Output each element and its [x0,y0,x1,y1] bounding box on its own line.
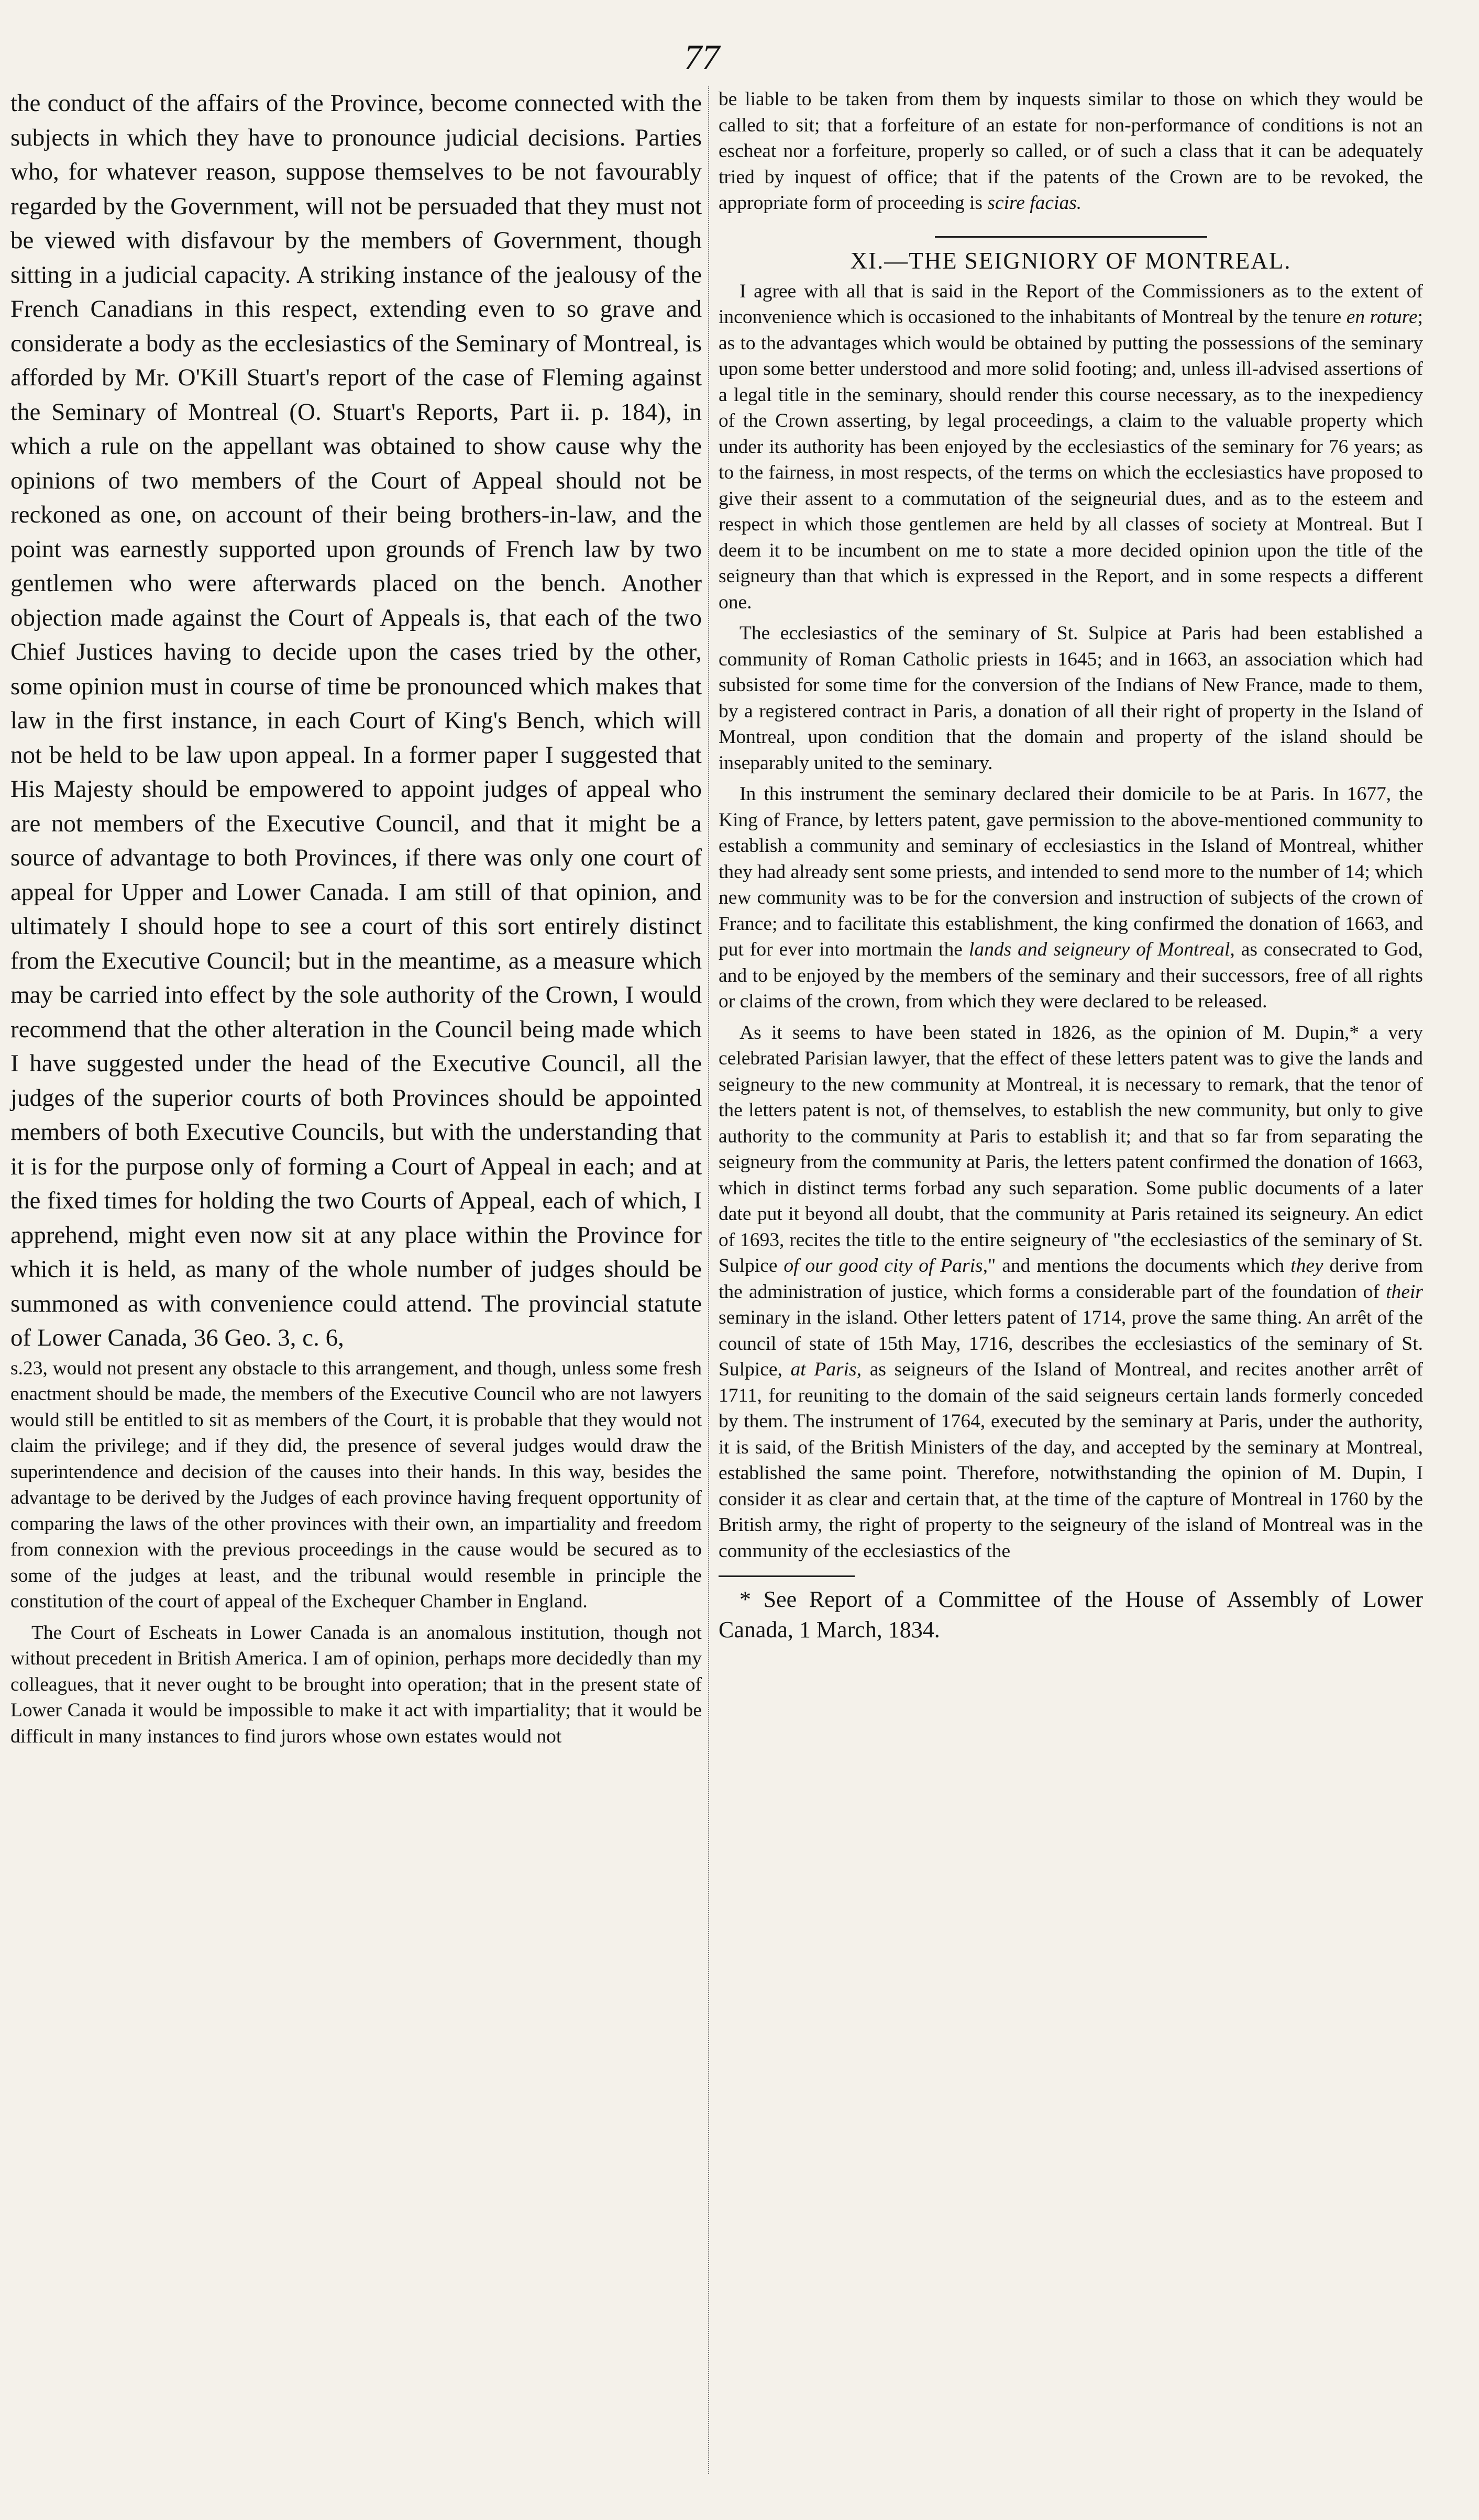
seigniory-paragraph-1 [719,279,1423,616]
p4-text-c: derive from the administration of justice, which forms a considerable part of the foundation of [719,1255,1423,1303]
p4-italic-2: they [1290,1255,1323,1276]
left-main-paragraph: the conduct of the affairs of the Province, become connected with the subjects in which they have to pronounce judicial decisions. Parties who, for whatever reason, suppose themselves to be not favourably regarded by the Government, will not be persuaded that they must not be viewed with disfavour by the members of Government, though sitting in a judicial capacity. A striking instance of the jealousy of the French Canadians in this respect, extending even to so grave and considerate a body as the ecclesiastics of the Seminary of Montreal, is afforded by Mr. O'Kill Stuart's report of the case of Fleming against the Seminary of Montreal (O. Stuart's Reports, Part ii. p. 184), in which a rule on the appellant was obtained to show cause why the opinions of two members of the Court of Appeal should not be reckoned as one, on account of their being brothers-in-law, and the point was earnestly supported upon grounds of French law by two gentlemen who were afterwards placed on the bench. Another objection made against the Court of Appeals is, that each of the two Chief Justices having to decide upon the cases tried by the other, some opinion must in course of time be pronounced which makes that law in the first instance, in each Court of King's Bench, which will not be held to be law upon appeal. In a former paper I suggested that His Majesty should be empowered to appoint judges of appeal who are not members of the Executive Council, and that it might be a source of advantage to both Provinces, if there was only one court of appeal for Upper and Lower Canada. I am still of that opinion, and ultimately I should hope to see a court of this sort entirely distinct from the Executive Council; but in the meantime, as a measure which may be carried into effect by the sole authority of the Crown, I would recommend that the other alteration in the Council being made which I have suggested under the head of the Executive Council, all the judges of the superior courts of both Provinces should be appointed members of both Executive Councils, but with the understanding that it is for the purpose only of forming a Court of Appeal in each; and at the fixed times for holding the two Courts of Appeal, each of which, I apprehend, might even now sit at any place within the Province for which it is held, as many of the whole number of judges should be summoned as with convenience could attend. The provincial statute of Lower Canada, 36 Geo. 3, c. 6, [10,90,702,1351]
right-column [719,86,1423,1645]
p3-text-b: as consecrated to God, and to be enjoyed by the members of the seminary and their successors, free of all rights or claims of the crown, from which they were declared to be released. [719,939,1423,1012]
p1-text-b: ; as to the advantages which would be obtained by putting the possessions of the seminary upon some better understood and more solid footing; and, unless ill-advised assertions of a legal title in the seminary, should render this course necessary, as to the inexpediency of the Crown asserting, by legal proceedings, a claim to the valuable property which under its authority has been enjoyed by the ecclesiastics of the seminary for 76 years; as to the fairness, in most respects, of the terms on which the ecclesiastics have proposed to give their assent to a commutation of the seigneurial dues, and as to the esteem and respect in which those gentlemen are held by all classes of society at Montreal. But I deem it to be incumbent on me to state a more decided opinion upon the title of the seigneury than that which is expressed in the Report, and in some respects a different one. [719,306,1423,613]
left-column [10,86,702,1749]
seigniory-paragraph-4 [719,1020,1423,1564]
right-top-continuation [719,86,1423,216]
right-top-text: be liable to be taken from them by inquests similar to those on which they would be called to sit; that a forfeiture of an estate for non-performance of conditions is not an escheat nor a forfeiture, properly so called, or of such a class that it can be adequately tried by inquest of office; that if the patents of the Crown are to be revoked, the appropriate form of proceeding is [719,88,1423,214]
seigniory-paragraph-2: The ecclesiastics of the seminary of St. Sulpice at Paris had been established a community of Roman Catholic priests in 1645; and in 1663, an association which had subsisted for some time for the conversion of the Indians of New France, made to them, by a registered contract in Paris, a donation of all their right of property in the Island of Montreal, upon condition that the domain and property of the island should be inseparably united to the seminary. [719,623,1423,774]
column-divider [708,86,710,2474]
court-of-escheats-paragraph: The Court of Escheats in Lower Canada is an anomalous institution, though not without precedent in British America. I am of opinion, perhaps more decidedly than my colleagues, that it never ought to be brought into operation; that in the present state of Lower Canada it would be impossible to make it act with impartiality; that it would be difficult in many instances to find jurors whose own estates would not [10,1622,702,1747]
left-small-continuation: s.23, would not present any obstacle to this arrangement, and though, unless some fresh enactment should be made, the members of the Executive Council who are not lawyers would still be entitled to sit as members of the Court, it is probable that they would not claim the privilege; and if they did, the presence of several judges would draw the superintendence and decision of the causes into their hands. In this way, besides the advantage to be derived by the Judges of each province having frequent opportunity of comparing the laws of the other provinces with their own, an impartiality and freedom from connexion with the previous proceedings in the cause would be secured as to some of the judges at least, and the tribunal would resemble in principle the constitution of the court of appeal of the Exchequer Chamber in England. [10,1357,702,1612]
p4-text-a: As it seems to have been stated in 1826, as the opinion of M. Dupin,* a very celebrated Parisian lawyer, that the effect of these letters patent was to give the lands and seigneury to the new community at Montreal, it is necessary to remark, that the tenor of the letters patent is not, of themselves, to establish the new community, but only to give authority to the community at Paris to establish it; and that so far from separating the seigneury from the community at Paris, the letters patent confirmed the donation of 1663, which in distinct terms forbad any such separation. Some public documents of a later date put it beyond all doubt, that the community at Paris retained its seigneury. An edict of 1693, recites the title to the entire seigneury of "the ecclesiastics of the seminary of St. Sulpice [719,1022,1423,1276]
footnote-rule [719,1575,855,1577]
seigniory-paragraph-3 [719,781,1423,1015]
footnote: * See Report of a Committee of the House of Assembly of Lower Canada, 1 March, 1834. [719,1586,1423,1642]
p3-text-a: In this instrument the seminary declared their domicile to be at Paris. In 1677, the King of France, by letters patent, gave permission to the above-mentioned community to establish a community and seminary of ecclesiastics in the Island of Montreal, whither they had already sent some priests, and intended to send more to the number of 14; which new community was to be for the conversion and instruction of subjects of the crown of France; and to facilitate this establishment, the king confirmed the donation of 1663, and put for ever into mortmain the [719,783,1423,960]
p4-italic-3: their [1386,1281,1423,1303]
right-top-italic: scire facias. [987,192,1082,214]
section-separator-rule [935,236,1207,238]
p4-italic-1: of our good city of Paris, [783,1255,988,1276]
p4-text-d: seminary in the island. Other letters patent of 1714, prove the same thing. An arrêt of the council of state of 15th May, 1716, describes the ecclesiastics of the seminary of St. Sulpice, [719,1307,1423,1380]
p1-text-a: I agree with all that is said in the Report of the Commissioners as to the extent of inconvenience which is occasioned to the inhabitants of Montreal by the tenure [719,280,1423,328]
p4-text-e: as seigneurs of the Island of Montreal, and recites another arrêt of 1711, for reuniting to the domain of the said seigneurs certain lands formerly conceded by them. The instrument of 1764, executed by the seminary at Paris, under the authority, it is said, of the British Ministers of the day, and accepted by the seminary at Montreal, established the same point. Therefore, notwithstanding the opinion of M. Dupin, I consider it as clear and certain that, at the time of the capture of Montreal in 1760 by the British army, the right of property to the seigneury of the island of Montreal was in the community of the ecclesiastics of the [719,1359,1423,1562]
p4-text-b: " and mentions the documents which [988,1255,1285,1276]
page-number: 77 [684,37,720,77]
p3-italic: lands and seigneury of Montreal, [968,939,1235,960]
p4-italic-4: at Paris, [790,1359,862,1380]
section-heading: XI.—THE SEIGNIORY OF MONTREAL. [850,247,1292,274]
p1-italic: en roture [1346,306,1418,328]
